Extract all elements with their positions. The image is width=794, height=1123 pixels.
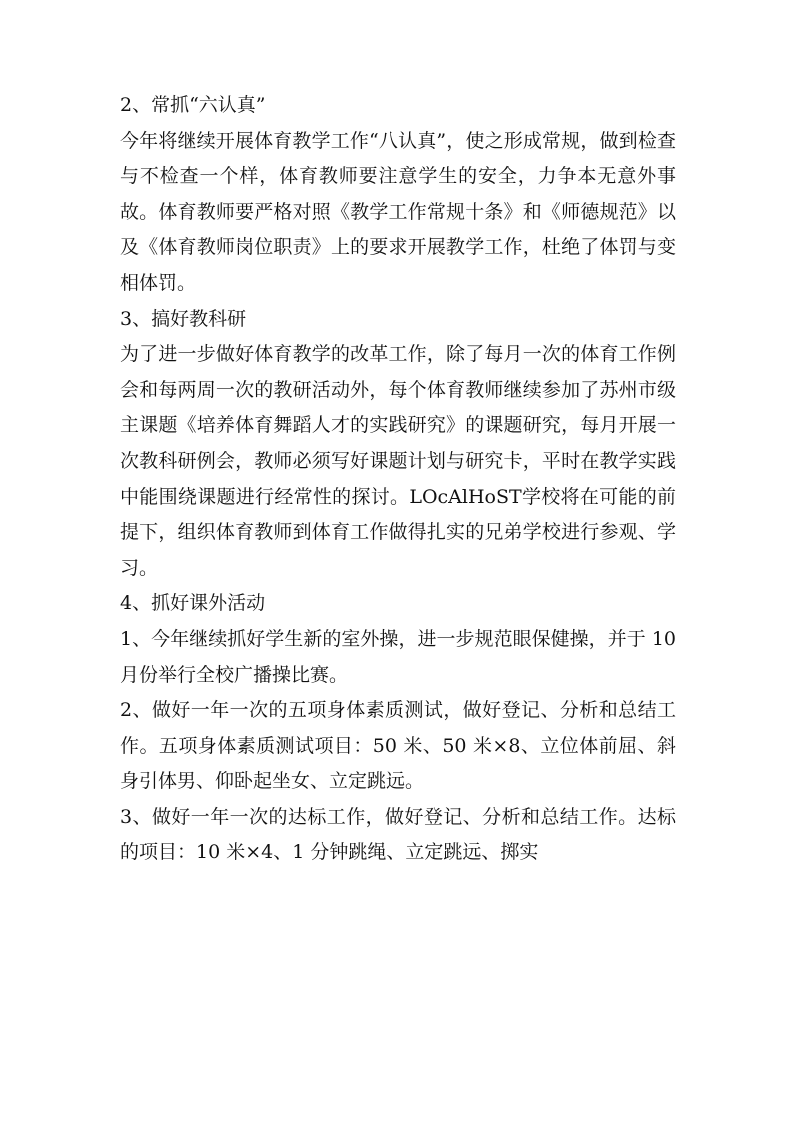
section-heading-jiaokeyan: 3、搞好教科研 xyxy=(120,307,247,330)
paragraph-jiaokeyan: 为了进一步做好体育教学的改革工作，除了每月一次的体育工作例会和每两周一次的教研活动外，每个体育教师继续参加了苏州市级主课题《培养体育舞蹈人才的实践研究》的课题研究，每月开展一次教科研例会，教师必须写好课题计划与研究卡，平时在教学实践中能围绕课题进行经常性的探讨。LOcAlHoST学校将在可能的前提下，组织体育教师到体育工作做得扎实的兄弟学校进行参观、学习。 xyxy=(120,343,676,579)
section-heading-kewai-huodong: 4、抓好课外活动 xyxy=(120,592,266,615)
document-page xyxy=(120,88,676,871)
list-item-wuxiang-ceshi: 2、做好一年一次的五项身体素质测试，做好登记、分析和总结工作。五项身体素质测试项目：50 米、50 米×8、立位体前屈、斜身引体男、仰卧起坐女、立定跳远。 xyxy=(120,699,676,793)
list-item-dabiao: 3、做好一年一次的达标工作，做好登记、分析和总结工作。达标的项目：10 米×4、1 分钟跳绳、立定跳远、掷实 xyxy=(120,805,676,864)
section-heading-liu-renzhen: 2、常抓“六认真” xyxy=(120,94,266,116)
paragraph-ba-renzhen: 今年将继续开展体育教学工作“八认真”，使之形成常规，做到检查与不检查一个样，体育教师要注意学生的安全，力争本无意外事故。体育教师要严格对照《教学工作常规十条》和《师德规范》以及《体育教师岗位职责》上的要求开展教学工作，杜绝了体罚与变相体罚。 xyxy=(120,129,676,294)
list-item-shiwaicao: 1、今年继续抓好学生新的室外操，进一步规范眼保健操，并于 10 月份举行全校广播操比赛。 xyxy=(120,627,676,686)
